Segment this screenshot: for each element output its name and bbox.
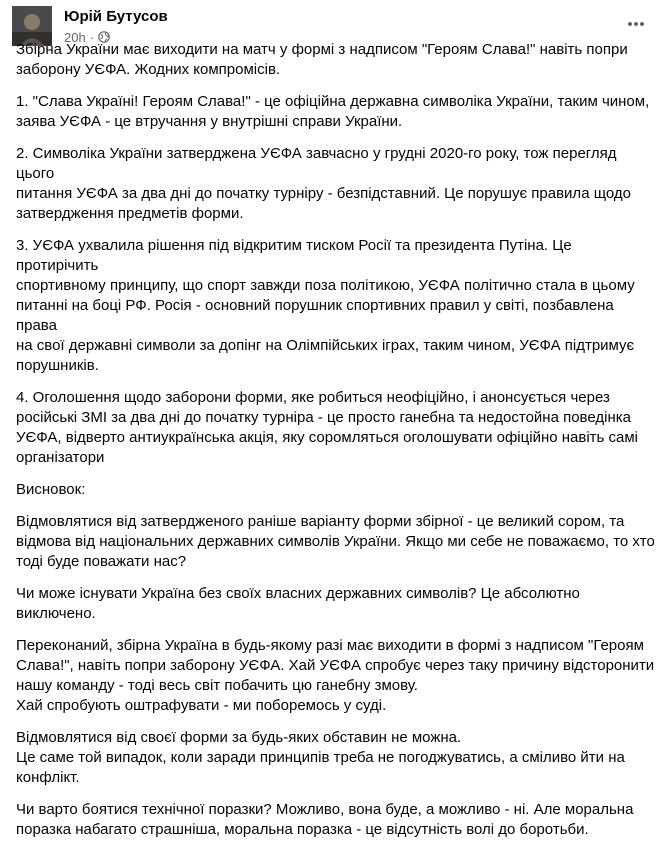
more-horizontal-icon: [626, 14, 646, 34]
post-timestamp[interactable]: 20h: [64, 29, 86, 45]
post-paragraph-point-3: 3. УЄФА ухвалила рішення під відкритим тиском Росії та президента Путіна. Це протирічить спортивному принципу, що спорт завжди поза політикою, УЄФА політично стала в цьому питанні на боці РФ. Росія - основний порушник спортивних правил у світі, позбавлена права на свої державні символи за допінг на Олімпійських іграх, таким чином, УЄФА підтримує порушників.: [16, 237, 635, 374]
meta-separator: ·: [89, 29, 95, 45]
more-options-button[interactable]: [618, 6, 654, 42]
post-paragraph-point-2: 2. Символіка України затверджена УЄФА завчасно у грудні 2020-го року, тож перегляд цього питання УЄФА за два дні до початку турніру - безпідставний. Це порушує правила щодо затвердження предметів форми.: [16, 145, 631, 222]
post-paragraph-point-4: 4. Оголошення щодо заборони форми, яке робиться неофіційно, і анонсується через російські ЗМІ за два дні до початку турніра - це просто ганебна та недостойна поведінка УЄФА, відверто антиукраїнська акція, яку соромляться оголошувати офіційно навіть самі організатори: [16, 389, 639, 466]
post-paragraph-conclusion-5: Чи варто боятися технічної поразки? Можливо, вона буде, а можливо - ні. Але моральна поразка набагато страшніша, моральна поразка - це відсутність волі до боротьби.: [16, 801, 634, 838]
post-body: [16, 40, 656, 852]
post-paragraph-conclusion-2: Чи може існувати Україна без своїх власних державних символів? Це абсолютно виключено.: [16, 585, 580, 622]
post-paragraph-conclusion-heading: Висновок:: [16, 481, 86, 498]
post-paragraph-intro: Збірна України має виходити на матч у формі з надписом "Героям Слава!" навіть попри заборону УЄФА. Жодних компромісів.: [16, 41, 628, 78]
post-paragraph-conclusion-4: Відмовлятися від своєї форми за будь-яких обставин не можна. Це саме той випадок, коли заради принципів треба не погоджуватись, а сміливо йти на конфлікт.: [16, 729, 625, 786]
post-paragraph-conclusion-3: Переконаний, збірна Україна в будь-якому разі має виходити в формі з надписом "Героям Слава!", навіть попри заборону УЄФА. Хай УЄФА спробує через таку причину відсторонити нашу команду - тоді весь світ побачить цю ганебну змову. Хай спробують оштрафувати - ми поборемось у суді.: [16, 637, 655, 714]
author-name[interactable]: Юрій Бутусов: [64, 8, 168, 25]
post-paragraph-point-1: 1. "Слава Україні! Героям Слава!" - це офіційна державна символіка України, таким чином, заява УЄФА - це втручання у внутрішні справи України.: [16, 93, 650, 130]
post-paragraph-conclusion-1: Відмовлятися від затвердженого раніше варіанту форми збірної - це великий сором, та відмова від національних державних символів України. Якщо ми себе не поважаємо, то хто тоді буде поважати нас?: [16, 513, 655, 570]
